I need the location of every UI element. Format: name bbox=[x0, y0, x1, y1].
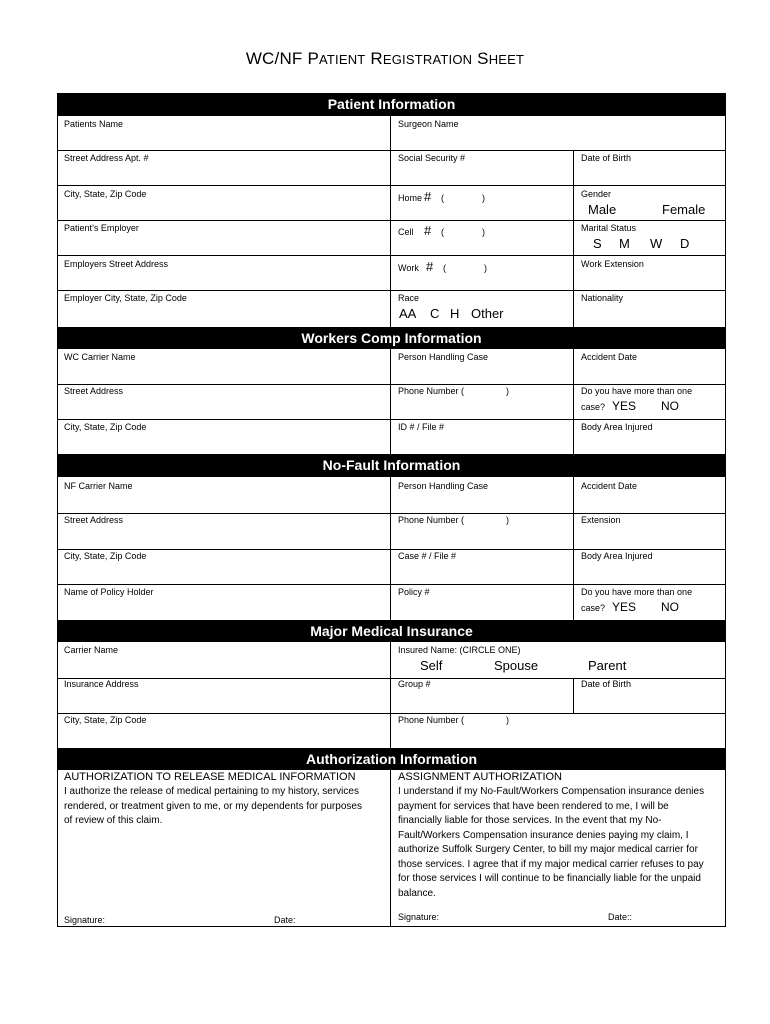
divider bbox=[58, 150, 725, 151]
mm-group-field[interactable]: Group # bbox=[398, 679, 431, 689]
ssn-field[interactable]: Social Security # bbox=[398, 153, 466, 163]
assign-title: ASSIGNMENT AUTHORIZATION bbox=[398, 771, 562, 783]
marital-married-option[interactable]: M bbox=[619, 236, 630, 251]
employer-street-field[interactable]: Employers Street Address bbox=[64, 259, 169, 269]
mm-carrier-field[interactable]: Carrier Name bbox=[64, 645, 119, 655]
assign-text: payment for services that have been rendered to me, I will be bbox=[398, 800, 669, 812]
nf-street-field[interactable]: Street Address bbox=[64, 515, 124, 525]
paren-close: ) bbox=[482, 193, 485, 203]
race-label: Race bbox=[398, 293, 420, 303]
street-address-field[interactable]: Street Address Apt. # bbox=[64, 153, 149, 163]
divider bbox=[58, 549, 725, 550]
work-phone-field[interactable]: Work bbox=[398, 263, 419, 273]
race-c-option[interactable]: C bbox=[430, 306, 440, 321]
divider bbox=[58, 419, 725, 420]
mm-spouse-option[interactable]: Spouse bbox=[494, 658, 539, 673]
mm-parent-option[interactable]: Parent bbox=[588, 658, 627, 673]
paren-open: ( bbox=[443, 263, 446, 273]
divider bbox=[58, 185, 725, 186]
wc-carrier-field[interactable]: WC Carrier Name bbox=[64, 352, 136, 362]
marital-single-option[interactable]: S bbox=[593, 236, 602, 251]
mm-phone-field[interactable]: Phone Number ( bbox=[398, 715, 465, 725]
wc-phone-field[interactable]: Phone Number ( bbox=[398, 386, 465, 396]
dob-field[interactable]: Date of Birth bbox=[581, 153, 632, 163]
wc-accident-date-field[interactable]: Accident Date bbox=[581, 352, 638, 362]
nf-no-option[interactable]: NO bbox=[661, 600, 679, 614]
auth-info-header: Authorization Information bbox=[58, 748, 725, 770]
assign-text: I understand if my No-Fault/Workers Compensation insurance denies bbox=[398, 786, 705, 797]
divider bbox=[573, 678, 574, 713]
mm-dob-field[interactable]: Date of Birth bbox=[581, 679, 632, 689]
nf-handler-field[interactable]: Person Handling Case bbox=[398, 481, 489, 491]
paren-close: ) bbox=[506, 715, 509, 725]
assign-text: those services. I agree that if my major medical carrier refuses to pay bbox=[398, 858, 704, 870]
mm-info-header: Major Medical Insurance bbox=[58, 620, 725, 642]
nf-accident-date-field[interactable]: Accident Date bbox=[581, 481, 638, 491]
assign-text: for those services I will continue to be financially liable for the unpaid bbox=[398, 873, 701, 884]
gender-female-option[interactable]: Female bbox=[662, 202, 706, 217]
nf-info-header: No-Fault Information bbox=[58, 454, 725, 477]
nf-carrier-field[interactable]: NF Carrier Name bbox=[64, 481, 133, 491]
divider bbox=[390, 349, 391, 454]
wc-yes-option[interactable]: YES bbox=[612, 399, 637, 413]
paren-close: ) bbox=[506, 515, 509, 525]
divider bbox=[390, 770, 391, 926]
hash-glyph: # bbox=[424, 189, 432, 204]
gender-male-option[interactable]: Male bbox=[588, 202, 617, 217]
marital-divorced-option[interactable]: D bbox=[680, 236, 690, 251]
hash-glyph: # bbox=[424, 223, 432, 238]
nf-more-case-label: Do you have more than one bbox=[581, 587, 693, 597]
divider bbox=[58, 290, 725, 291]
mm-self-option[interactable]: Self bbox=[420, 658, 443, 673]
assign-text: Fault/Workers Compensation insurance denies paying my claim, I bbox=[398, 829, 689, 841]
nf-phone-field[interactable]: Phone Number ( bbox=[398, 515, 465, 525]
page-title: WC/NF PATIENT REGISTRATION SHEET bbox=[245, 49, 525, 68]
divider bbox=[58, 115, 725, 116]
patients-name-field[interactable]: Patients Name bbox=[64, 119, 124, 129]
work-extension-field[interactable]: Work Extension bbox=[581, 259, 644, 269]
gender-label: Gender bbox=[581, 189, 612, 199]
divider bbox=[573, 349, 574, 454]
nf-extension-field[interactable]: Extension bbox=[581, 515, 621, 525]
divider bbox=[58, 384, 725, 385]
nf-policy-field[interactable]: Policy # bbox=[398, 587, 430, 597]
divider bbox=[58, 713, 725, 714]
paren-open: ( bbox=[441, 227, 444, 237]
nf-policy-holder-field[interactable]: Name of Policy Holder bbox=[64, 587, 154, 597]
wc-street-field[interactable]: Street Address bbox=[64, 386, 124, 396]
nf-yes-option[interactable]: YES bbox=[612, 600, 637, 614]
paren-close: ) bbox=[506, 386, 509, 396]
assign-text: authorize Suffolk Surgery Center, to bill my major medical carrier for bbox=[398, 844, 698, 855]
date-left-field[interactable]: Date: bbox=[274, 915, 296, 925]
wc-id-file-field[interactable]: ID # / File # bbox=[398, 422, 445, 432]
divider bbox=[58, 584, 725, 585]
wc-more-case-label: Do you have more than one bbox=[581, 386, 693, 396]
assign-text: balance. bbox=[398, 887, 436, 899]
wc-more-case-label: case? bbox=[581, 402, 606, 412]
city-state-zip-field[interactable]: City, State, Zip Code bbox=[64, 189, 147, 199]
divider bbox=[573, 477, 574, 620]
divider bbox=[390, 477, 391, 620]
divider bbox=[58, 220, 725, 221]
paren-open: ( bbox=[441, 193, 444, 203]
divider bbox=[390, 115, 391, 327]
wc-body-area-field[interactable]: Body Area Injured bbox=[581, 422, 653, 432]
release-title: AUTHORIZATION TO RELEASE MEDICAL INFORMATION bbox=[64, 771, 356, 783]
mm-address-field[interactable]: Insurance Address bbox=[64, 679, 139, 689]
nf-case-file-field[interactable]: Case # / File # bbox=[398, 551, 457, 561]
paren-close: ) bbox=[484, 263, 487, 273]
nf-body-area-field[interactable]: Body Area Injured bbox=[581, 551, 653, 561]
divider bbox=[58, 255, 725, 256]
surgeon-name-field[interactable]: Surgeon Name bbox=[398, 119, 459, 129]
marital-status-label: Marital Status bbox=[581, 223, 637, 233]
date-right-field[interactable]: Date:: bbox=[608, 912, 633, 922]
divider bbox=[573, 150, 574, 327]
assign-text: financially liable for those services. In the event that my No- bbox=[398, 815, 662, 826]
race-h-option[interactable]: H bbox=[450, 306, 460, 321]
release-text: of review of this claim. bbox=[64, 815, 163, 826]
marital-widowed-option[interactable]: W bbox=[650, 236, 663, 251]
employer-field[interactable]: Patient’s Employer bbox=[64, 223, 139, 233]
mm-city-field[interactable]: City, State, Zip Code bbox=[64, 715, 147, 725]
cell-phone-field[interactable]: Cell bbox=[398, 227, 414, 237]
wc-no-option[interactable]: NO bbox=[661, 399, 679, 413]
wc-info-header: Workers Comp Information bbox=[58, 327, 725, 349]
hash-glyph: # bbox=[426, 259, 434, 274]
home-phone-field[interactable]: Home bbox=[398, 193, 423, 203]
signature-right-field[interactable]: Signature: bbox=[398, 912, 440, 922]
patient-info-header: Patient Information bbox=[58, 94, 725, 115]
paren-close: ) bbox=[482, 227, 485, 237]
nf-more-case-label: case? bbox=[581, 603, 606, 613]
race-aa-option[interactable]: AA bbox=[399, 306, 417, 321]
wc-handler-field[interactable]: Person Handling Case bbox=[398, 352, 489, 362]
registration-form bbox=[57, 93, 726, 927]
mm-insured-label: Insured Name: (CIRCLE ONE) bbox=[398, 645, 521, 655]
release-text: I authorize the release of medical pertaining to my history, services bbox=[64, 786, 359, 797]
divider bbox=[58, 513, 725, 514]
employer-city-field[interactable]: Employer City, State, Zip Code bbox=[64, 293, 187, 303]
nationality-field[interactable]: Nationality bbox=[581, 293, 624, 303]
release-text: rendered, or treatment given to me, or my dependents for purposes bbox=[64, 800, 362, 812]
signature-left-field[interactable]: Signature: bbox=[64, 915, 106, 925]
nf-city-field[interactable]: City, State, Zip Code bbox=[64, 551, 147, 561]
wc-city-field[interactable]: City, State, Zip Code bbox=[64, 422, 147, 432]
race-other-option[interactable]: Other bbox=[471, 306, 504, 321]
divider bbox=[390, 642, 391, 748]
